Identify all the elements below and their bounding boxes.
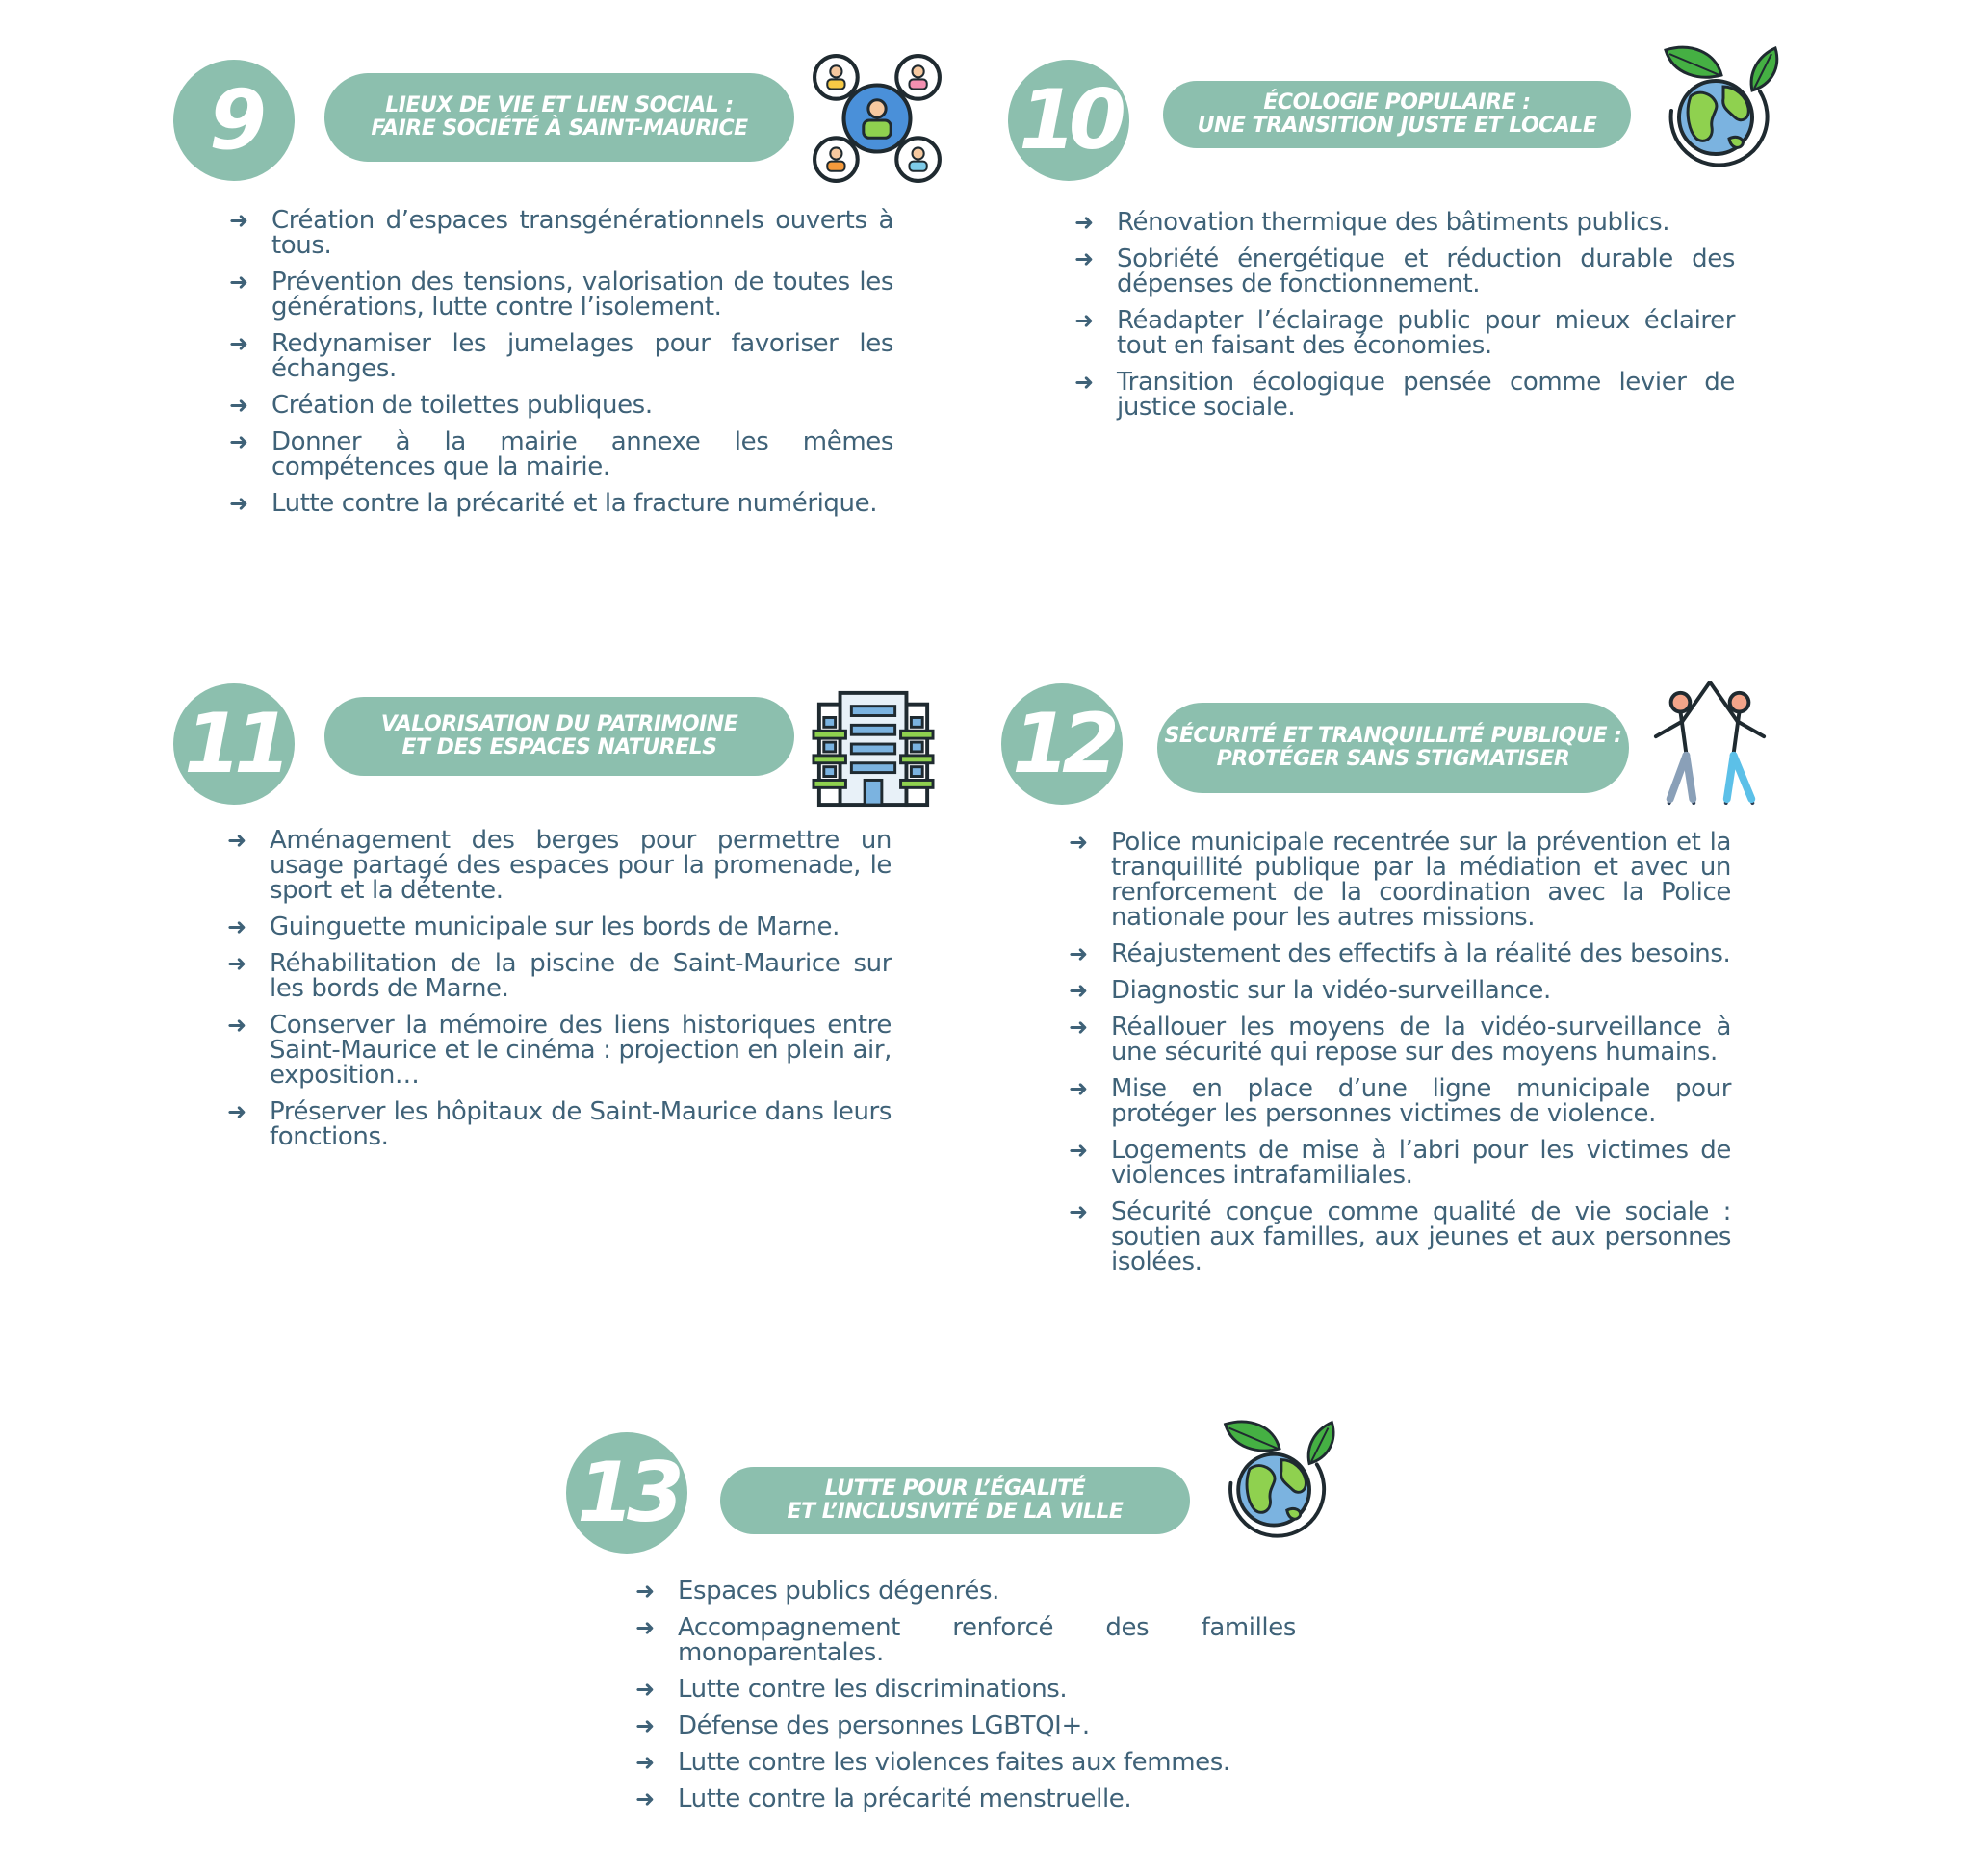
list-item: ➜ Réajustement des effectifs à la réalité des besoins. (1069, 939, 1731, 968)
section-title (324, 697, 794, 776)
high-five-people-icon (1648, 678, 1771, 810)
list-item: ➜ Sobriété énergétique et réduction durable des dépenses de fonctionnement. (1074, 244, 1735, 298)
list-item: ➜ Transition écologique pensée comme levier de justice sociale. (1074, 368, 1735, 422)
arrow-right-icon: ➜ (635, 1676, 655, 1703)
list-item: ➜ Mise en place d’une ligne municipale pour protéger les personnes victimes de violence. (1069, 1074, 1731, 1128)
arrow-right-icon: ➜ (229, 207, 248, 234)
arrow-right-icon: ➜ (1069, 829, 1088, 856)
section-title-line-2: UNE TRANSITION JUSTE ET LOCALE (1197, 114, 1597, 138)
section-item-list (635, 1579, 1296, 1823)
list-item: ➜ Lutte contre la précarité menstruelle. (635, 1785, 1132, 1813)
arrow-right-icon: ➜ (1069, 1137, 1088, 1164)
arrow-right-icon: ➜ (635, 1749, 655, 1776)
section-title-line-1: LUTTE POUR L’ÉGALITÉ (824, 1477, 1086, 1501)
section-title-line-1: ÉCOLOGIE POPULAIRE : (1263, 90, 1531, 115)
arrow-right-icon: ➜ (229, 269, 248, 296)
section-title (324, 73, 794, 162)
list-item: ➜ Réhabilitation de la piscine de Saint-Maurice sur les bords de Marne. (227, 949, 892, 1003)
arrow-right-icon: ➜ (635, 1578, 655, 1605)
building-icon (811, 685, 936, 809)
list-item: ➜ Création de toilettes publiques. (229, 391, 653, 420)
section-number: 10 (1008, 60, 1129, 181)
arrow-right-icon: ➜ (1074, 369, 1094, 396)
list-item: ➜ Lutte contre les violences faites aux femmes. (635, 1748, 1230, 1777)
section-title-line-1: LIEUX DE VIE ET LIEN SOCIAL : (385, 93, 734, 117)
section-title (720, 1467, 1190, 1534)
section-title-line-2: FAIRE SOCIÉTÉ À SAINT-MAURICE (371, 116, 748, 141)
section-item-list (1069, 830, 1731, 1286)
section-number: 9 (173, 60, 295, 181)
arrow-right-icon: ➜ (1074, 245, 1094, 272)
section-number: 12 (1001, 683, 1123, 805)
list-item: ➜ Création d’espaces transgénérationnels ouverts à tous. (229, 206, 893, 260)
arrow-right-icon: ➜ (1074, 209, 1094, 236)
eco-globe-icon (1648, 39, 1791, 173)
arrow-right-icon: ➜ (635, 1786, 655, 1812)
list-item: ➜ Réallouer les moyens de la vidéo-surveillance à une sécurité qui repose sur des moyens humains. (1069, 1013, 1731, 1066)
arrow-right-icon: ➜ (635, 1614, 655, 1641)
eco-globe-icon (1207, 1413, 1348, 1544)
list-item: ➜ Réadapter l’éclairage public pour mieux éclairer tout en faisant des économies. (1074, 306, 1735, 360)
section-number: 13 (566, 1432, 687, 1554)
arrow-right-icon: ➜ (1069, 1198, 1088, 1225)
arrow-right-icon: ➜ (229, 428, 248, 455)
list-item: ➜ Donner à la mairie annexe les mêmes compétences que la mairie. (229, 427, 893, 481)
list-item: ➜ Conserver la mémoire des liens historiques entre Saint-Maurice et le cinéma : projection en plein air, exposition… (227, 1011, 892, 1090)
list-item: ➜ Logements de mise à l’abri pour les victimes de violences intrafamiliales. (1069, 1136, 1731, 1190)
list-item: ➜ Police municipale recentrée sur la prévention et la tranquillité publique par la médiation et avec un renforcement de la coordination avec la Police nationale pour les autres missions. (1069, 828, 1731, 932)
arrow-right-icon: ➜ (227, 1098, 246, 1125)
section-title-line-2: ET L’INCLUSIVITÉ DE LA VILLE (787, 1500, 1124, 1524)
list-item: ➜ Sécurité conçue comme qualité de vie sociale : soutien aux familles, aux jeunes et aux personnes isolées. (1069, 1197, 1731, 1276)
arrow-right-icon: ➜ (1069, 1014, 1088, 1041)
section-title-line-1: VALORISATION DU PATRIMOINE (380, 712, 738, 736)
section-title-line-2: PROTÉGER SANS STIGMATISER (1216, 747, 1570, 771)
section-title (1163, 81, 1631, 148)
list-item: ➜ Défense des personnes LGBTQI+. (635, 1711, 1090, 1740)
list-item: ➜ Espaces publics dégenrés. (635, 1577, 999, 1606)
section-title (1157, 703, 1629, 793)
arrow-right-icon: ➜ (227, 1012, 246, 1039)
arrow-right-icon: ➜ (1069, 940, 1088, 967)
section-item-list (229, 208, 893, 527)
arrow-right-icon: ➜ (635, 1712, 655, 1739)
list-item: ➜ Aménagement des berges pour permettre un usage partagé des espaces pour la promenade, le sport et la détente. (227, 826, 892, 905)
list-item: ➜ Prévention des tensions, valorisation de toutes les générations, lutte contre l’isolement. (229, 268, 893, 321)
list-item: ➜ Guinguette municipale sur les bords de Marne. (227, 912, 840, 941)
arrow-right-icon: ➜ (227, 827, 246, 854)
community-network-icon (809, 48, 945, 189)
arrow-right-icon: ➜ (1069, 977, 1088, 1004)
list-item: ➜ Préserver les hôpitaux de Saint-Maurice dans leurs fonctions. (227, 1097, 892, 1151)
arrow-right-icon: ➜ (1074, 307, 1094, 334)
arrow-right-icon: ➜ (229, 392, 248, 419)
arrow-right-icon: ➜ (229, 330, 248, 357)
arrow-right-icon: ➜ (227, 913, 246, 940)
list-item: ➜ Diagnostic sur la vidéo-surveillance. (1069, 976, 1551, 1005)
list-item: ➜ Rénovation thermique des bâtiments publics. (1074, 208, 1670, 237)
list-item: ➜ Lutte contre les discriminations. (635, 1675, 1068, 1704)
arrow-right-icon: ➜ (227, 950, 246, 977)
list-item: ➜ Accompagnement renforcé des familles monoparentales. (635, 1613, 1296, 1667)
arrow-right-icon: ➜ (229, 490, 248, 517)
section-item-list (227, 828, 892, 1161)
arrow-right-icon: ➜ (1069, 1075, 1088, 1102)
list-item: ➜ Redynamiser les jumelages pour favoriser les échanges. (229, 329, 893, 383)
section-item-list (1074, 210, 1735, 431)
section-title-line-1: SÉCURITÉ ET TRANQUILLITÉ PUBLIQUE : (1164, 724, 1622, 748)
list-item: ➜ Lutte contre la précarité et la fracture numérique. (229, 489, 878, 518)
section-number: 11 (173, 683, 295, 805)
section-title-line-2: ET DES ESPACES NATURELS (401, 735, 717, 759)
